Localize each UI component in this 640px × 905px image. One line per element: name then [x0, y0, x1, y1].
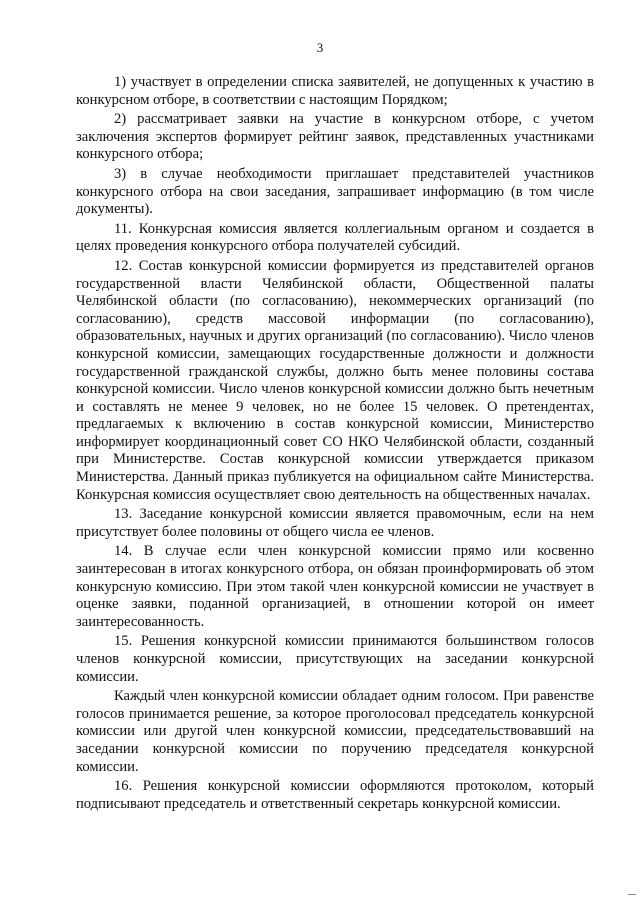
- paragraph-section-15: 15. Решения конкурсной комиссии принимаются большинством голосов членов конкурсной комиссии, присутствующих на заседании конкурсной комиссии.: [76, 633, 594, 685]
- paragraph-section-11: 11. Конкурсная комиссия является коллегиальным органом и создается в целях проведения конкурсного отбора получателей субсидий.: [76, 220, 594, 255]
- paragraph-item-2: 2) рассматривает заявки на участие в конкурсном отборе, с учетом заключения экспертов формирует рейтинг заявок, представленных участниками конкурсного отбора;: [76, 111, 594, 163]
- paragraph-section-16: 16. Решения конкурсной комиссии оформляются протоколом, который подписывают председатель и ответственный секретарь конкурсной комиссии.: [76, 778, 594, 812]
- document-body: [76, 74, 594, 813]
- paragraph-section-13: 13. Заседание конкурсной комиссии является правомочным, если на нем присутствует более половины от общего числа ее членов.: [76, 506, 594, 540]
- paragraph-item-3: 3) в случае необходимости приглашает представителей участников конкурсного отбора на свои заседания, запрашивает информацию (в том числе документы).: [76, 165, 594, 218]
- paragraph-section-14: 14. В случае если член конкурсной комиссии прямо или косвенно заинтересован в итогах конкурсного отбора, он обязан проинформировать об этом конкурсную комиссию. При этом такой член конкурсной комиссии не участвует в оценке заявки, поданной организацией, в отношении которой он имеет заинтересованность.: [76, 543, 594, 630]
- paragraph-section-12: 12. Состав конкурсной комиссии формируется из представителей органов государственной власти Челябинской области, Общественной палаты Челябинской области (по согласованию), некоммерческих организаций (по согласованию), средств массовой информации (по согласованию), образовательных, научных и других организаций (по согласованию). Число членов конкурсной комиссии, замещающих государственные должности и должности государственной гражданской службы, должно быть менее половины состава конкурсной комиссии. Число членов конкурсной комиссии должно быть нечетным и составлять не менее 9 человек, но не более 15 человек. О претендентах, предлагаемых к включению в состав конкурсной комиссии, Министерство информирует координационный совет СО НКО Челябинской области, созданный при Министерстве. Состав конкурсной комиссии утверждается приказом Министерства. Данный приказ публикуется на официальном сайте Министерства. Конкурсная комиссия осуществляет свою деятельность на общественных началах.: [76, 257, 594, 503]
- page-number: 3: [316, 40, 324, 55]
- paragraph-voting: Каждый член конкурсной комиссии обладает одним голосом. При равенстве голосов принимается решение, за которое проголосовал председатель конкурсной комиссии или другой член конкурсной комиссии, председательствовавший на заседании конкурсной комиссии по поручению председателя конкурсной комиссии.: [76, 688, 594, 775]
- scan-edge-mark: [628, 894, 636, 895]
- paragraph-item-1: 1) участвует в определении списка заявителей, не допущенных к участию в конкурсном отборе, в соответствии с настоящим Порядком;: [76, 74, 594, 108]
